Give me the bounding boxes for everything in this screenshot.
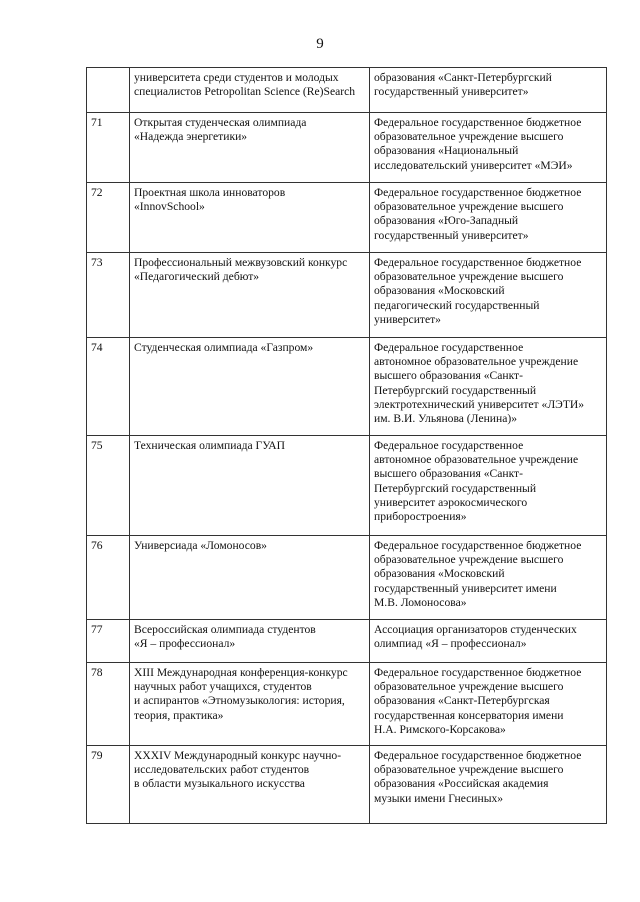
event-name-line: «Педагогический дебют» — [134, 270, 260, 284]
organizer-line: образования «Российская академия — [374, 777, 549, 791]
organizer-line: Федеральное государственное бюджетное — [374, 116, 582, 129]
page-number: 9 — [316, 36, 324, 52]
organizer-line: образования «Юго-Западный — [374, 214, 519, 228]
organizer-line: высшего образования «Санкт- — [374, 369, 523, 383]
organizer-line: Федеральное государственное — [374, 439, 524, 452]
table-row — [87, 183, 607, 253]
organizer-line: университет» — [374, 312, 441, 326]
organizer-line: Петербургский государственный — [374, 481, 537, 495]
row-number: 73 — [87, 253, 130, 338]
organizer-line: Федеральное государственное — [374, 341, 524, 354]
row-number: 79 — [87, 746, 130, 824]
organizer-line: автономное образовательное учреждение — [374, 355, 579, 369]
event-name-cell — [130, 338, 370, 436]
table-row — [87, 338, 607, 436]
organizer-line: образования «Санкт-Петербургская — [374, 694, 550, 708]
event-name-cell — [130, 746, 370, 824]
event-name-line: Открытая студенческая олимпиада — [134, 116, 307, 129]
organizer-cell — [370, 663, 607, 746]
table-row — [87, 253, 607, 338]
row-number — [87, 68, 130, 113]
event-name-line: «Я – профессионал» — [134, 637, 236, 651]
event-name-line: Студенческая олимпиада «Газпром» — [134, 341, 314, 354]
event-name-line: исследовательских работ студентов — [134, 763, 310, 777]
table-row — [87, 436, 607, 536]
row-number: 77 — [87, 620, 130, 663]
row-number: 76 — [87, 536, 130, 620]
organizer-line: образовательное учреждение высшего — [374, 270, 564, 284]
event-name-cell — [130, 113, 370, 183]
organizer-cell — [370, 338, 607, 436]
organizer-line: олимпиад «Я – профессионал» — [374, 637, 527, 651]
event-name-line: Техническая олимпиада ГУАП — [134, 439, 285, 452]
table-row — [87, 113, 607, 183]
organizer-line: им. В.И. Ульянова (Ленина)» — [374, 412, 518, 426]
event-name-cell — [130, 663, 370, 746]
table-row — [87, 68, 607, 113]
organizer-line: образовательное учреждение высшего — [374, 130, 564, 144]
event-name-line: и аспирантов «Этномузыкология: история, — [134, 694, 345, 708]
organizer-cell — [370, 436, 607, 536]
event-name-line: теория, практика» — [134, 708, 224, 722]
event-name-line: XXXIV Международный конкурс научно- — [134, 749, 342, 762]
organizer-line: исследовательский университет «МЭИ» — [374, 158, 573, 172]
organizer-line: образования «Московский — [374, 567, 505, 581]
organizer-line: М.В. Ломоносова» — [374, 595, 467, 609]
event-name-line: университета среди студентов и молодых — [134, 71, 339, 84]
organizer-line: образования «Национальный — [374, 144, 519, 158]
row-number: 74 — [87, 338, 130, 436]
event-name-line: «InnovSchool» — [134, 200, 205, 214]
event-name-cell — [130, 536, 370, 620]
organizer-line: Федеральное государственное бюджетное — [374, 539, 582, 552]
table-row — [87, 663, 607, 746]
organizer-line: Федеральное государственное бюджетное — [374, 749, 582, 762]
event-name-cell — [130, 436, 370, 536]
organizer-line: образования «Санкт-Петербургский — [374, 71, 552, 84]
organizer-line: государственный университет» — [374, 85, 529, 99]
organizer-line: государственный университет» — [374, 228, 529, 242]
row-number: 78 — [87, 663, 130, 746]
organizer-line: образовательное учреждение высшего — [374, 680, 564, 694]
olympiad-table — [86, 67, 607, 824]
organizer-cell — [370, 536, 607, 620]
table-row — [87, 536, 607, 620]
organizer-line: Ассоциация организаторов студенческих — [374, 623, 577, 636]
event-name-line: Всероссийская олимпиада студентов — [134, 623, 316, 636]
event-name-line: Проектная школа инноваторов — [134, 186, 286, 199]
organizer-line: Федеральное государственное бюджетное — [374, 256, 582, 269]
organizer-line: государственная консерватория имени — [374, 708, 564, 722]
organizer-line: Федеральное государственное бюджетное — [374, 666, 582, 679]
organizer-cell — [370, 113, 607, 183]
organizer-line: Н.А. Римского-Корсакова» — [374, 722, 506, 736]
event-name-line: «Надежда энергетики» — [134, 130, 248, 144]
table-row — [87, 746, 607, 824]
event-name-cell — [130, 183, 370, 253]
organizer-line: образовательное учреждение высшего — [374, 763, 564, 777]
event-name-cell — [130, 620, 370, 663]
organizer-line: музыки имени Гнесиных» — [374, 791, 504, 805]
organizer-line: Петербургский государственный — [374, 383, 537, 397]
table-row — [87, 620, 607, 663]
organizer-cell — [370, 253, 607, 338]
event-name-cell — [130, 68, 370, 113]
organizer-line: образования «Московский — [374, 284, 505, 298]
event-name-line: Профессиональный межвузовский конкурс — [134, 256, 348, 269]
row-number: 75 — [87, 436, 130, 536]
organizer-cell — [370, 68, 607, 113]
event-name-line: научных работ учащихся, студентов — [134, 680, 312, 694]
event-name-cell — [130, 253, 370, 338]
event-name-line: в области музыкального искусства — [134, 777, 305, 791]
organizer-line: педагогический государственный — [374, 298, 540, 312]
organizer-line: университет аэрокосмического — [374, 495, 528, 509]
row-number: 71 — [87, 113, 130, 183]
organizer-line: образовательное учреждение высшего — [374, 200, 564, 214]
organizer-line: государственный университет имени — [374, 581, 557, 595]
event-name-line: Универсиада «Ломоносов» — [134, 539, 267, 552]
row-number: 72 — [87, 183, 130, 253]
organizer-line: автономное образовательное учреждение — [374, 453, 579, 467]
event-name-line: XIII Международная конференция-конкурс — [134, 666, 348, 679]
organizer-line: высшего образования «Санкт- — [374, 467, 523, 481]
organizer-cell — [370, 620, 607, 663]
organizer-line: образовательное учреждение высшего — [374, 553, 564, 567]
organizer-cell — [370, 183, 607, 253]
organizer-cell — [370, 746, 607, 824]
organizer-line: приборостроения» — [374, 510, 467, 524]
event-name-line: специалистов Petropolitan Science (Re)Search — [134, 85, 356, 99]
organizer-line: электротехнический университет «ЛЭТИ» — [374, 397, 585, 411]
organizer-line: Федеральное государственное бюджетное — [374, 186, 582, 199]
